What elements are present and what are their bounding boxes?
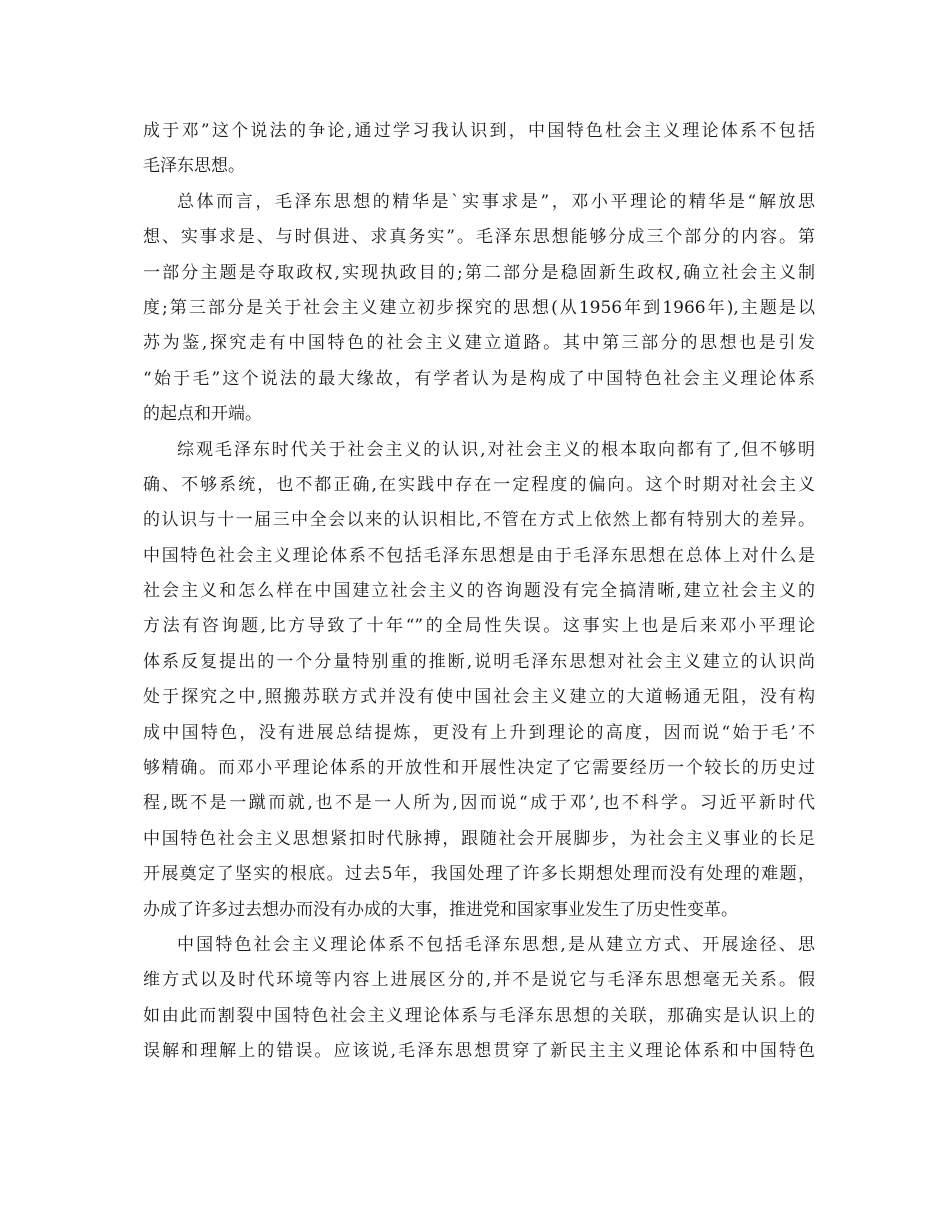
body-text-line: 的认识与十一届三中全会以来的认识相比,不管在方式上依然上都有特别大的差异。 [143,510,815,531]
body-text-line: 中国特色社会主义思想紧扣时代脉搏，跟随社会开展脚步，为社会主义事业的长足 [143,828,815,849]
body-text-line: 总体而言，毛泽东思想的精华是`实事求是”，邓小平理论的精华是“解放思 [177,191,815,212]
body-text-line: 中国特色社会主义理论体系不包括毛泽东思想,是从建立方式、开展途径、思 [177,934,815,955]
body-text-line: 成中国特色，没有进展总结提炼，更没有上升到理论的高度，因而说“始于毛’不 [143,722,815,743]
body-text-line: 度;第三部分是关于社会主义建立初步探究的思想(从1956年到1966年),主题是以 [143,297,815,318]
body-text-line: 办成了许多过去想办而没有办成的大事，推进党和国家事业发生了历史性变革。 [143,899,738,920]
body-text-line: 一部分主题是夺取政权,实现执政目的;第二部分是稳固新生政权,确立社会主义制 [143,262,815,283]
body-text-line: 社会主义和怎么样在中国建立社会主义的咨询题没有完全搞清晰,建立社会主义的 [143,581,815,602]
body-text-line: 方法有咨询题,比方导致了十年“”的全局性失误。这事实上也是后来邓小平理论 [143,616,815,637]
body-text-line: 确、不够系统，也不都正确,在实践中存在一定程度的偏向。这个时期对社会主义 [143,474,815,495]
body-text-line: 苏为鉴,探究走有中国特色的社会主义建立道路。其中第三部分的思想也是引发 [143,333,815,354]
body-text-line: 程,既不是一蹴而就,也不是一人所为,因而说“成于邓’,也不科学。习近平新时代 [143,793,815,814]
body-text-line: 够精确。而邓小平理论体系的开放性和开展性决定了它需要经历一个较长的历史过 [143,758,815,779]
body-text-line: 毛泽东思想。 [143,156,245,177]
body-text-line: 的起点和开端。 [143,404,262,425]
document-body [143,114,815,1070]
body-text-line: 处于探究之中,照搬苏联方式并没有使中国社会主义建立的大道畅通无阻，没有构 [143,687,815,708]
body-text-line: 想、实事求是、与时俱进、求真务实”。毛泽东思想能够分成三个部分的内容。第 [143,227,815,248]
body-text-line: 开展奠定了坚实的根底。过去5年，我国处理了许多长期想处理而没有处理的难题， [143,864,815,885]
body-text-line: 如由此而割裂中国特色社会主义理论体系与毛泽东思想的关联，那确实是认识上的 [143,1005,815,1026]
body-text-line: 体系反复提出的一个分量特别重的推断,说明毛泽东思想对社会主义建立的认识尚 [143,651,815,672]
body-text-line: “始于毛”这个说法的最大缘故，有学者认为是构成了中国特色社会主义理论体系 [143,368,815,389]
body-text-line: 成于邓”这个说法的争论,通过学习我认识到，中国特色杜会主义理论体系不包括 [143,121,815,141]
body-text-line: 中国特色社会主义理论体系不包括毛泽东思想是由于毛泽东思想在总体上对什么是 [143,545,815,566]
body-text-line: 误解和理解上的错误。应该说,毛泽东思想贯穿了新民主主义理论体系和中国特色 [143,1041,815,1062]
body-text-line: 维方式以及时代环境等内容上进展区分的,并不是说它与毛泽东思想毫无关系。假 [143,970,815,991]
body-text-line: 综观毛泽东时代关于社会主义的认识,对社会主义的根本取向都有了,但不够明 [177,439,815,460]
